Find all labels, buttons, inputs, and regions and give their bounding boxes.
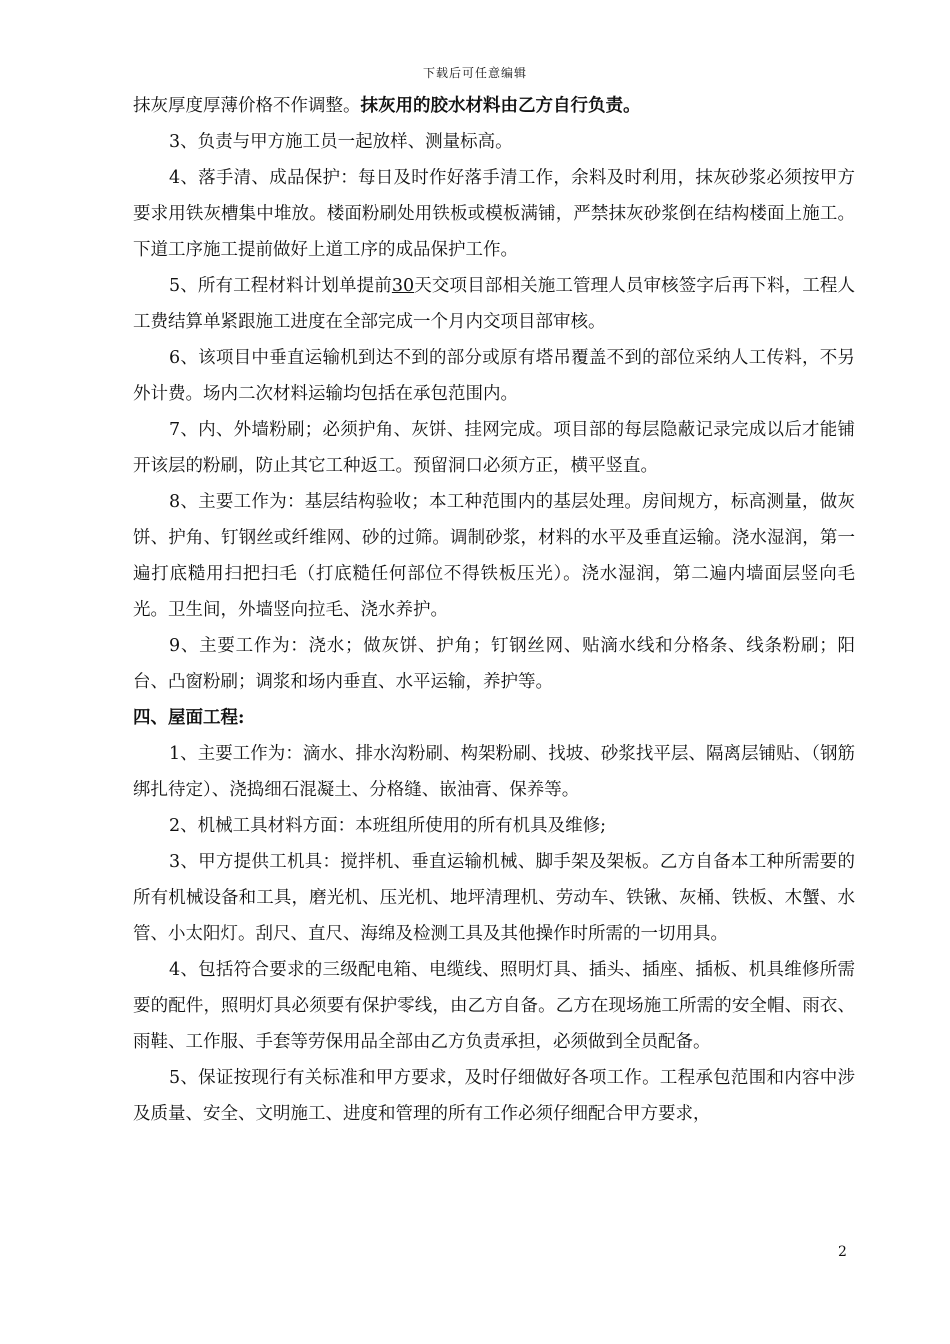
roof-item-1: 1、主要工作为：滴水、排水沟粉刷、构架粉刷、找坡、砂浆找平层、隔离层铺贴、（钢筋绑扎待定）、浇捣细石混凝土、分格缝、嵌油膏、保养等。 [133, 744, 855, 800]
roof-item-2: 2、机械工具材料方面：本班组所使用的所有机具及维修; [169, 816, 607, 836]
roof-item-3: 3、甲方提供工机具：搅拌机、垂直运输机械、脚手架及架板。乙方自备本工种所需要的所有机械设备和工具，磨光机、压光机、地坪清理机、劳动车、铁锹、灰桶、铁板、木蟹、水管、小太阳灯。刮尺、直尺、海绵及检测工具及其他操作时所需的一切用具。 [133, 852, 855, 944]
paragraph-item-9: 9、主要工作为：浇水；做灰饼、护角；钉钢丝网、贴滴水线和分格条、线条粉刷；阳台、凸窗粉刷；调浆和场内垂直、水平运输，养护等。 [133, 636, 855, 692]
roof-item-5: 5、保证按现行有关标准和甲方要求，及时仔细做好各项工作。工程承包范围和内容中涉及质量、安全、文明施工、进度和管理的所有工作必须仔细配合甲方要求， [133, 1068, 855, 1124]
paragraph-item-7: 7、内、外墙粉刷；必须护角、灰饼、挂网完成。项目部的每层隐蔽记录完成以后才能铺开该层的粉刷，防止其它工种返工。预留洞口必须方正，横平竖直。 [133, 420, 855, 476]
page-header: 下载后可任意编辑 [422, 66, 527, 80]
paragraph-item-6: 6、该项目中垂直运输机到达不到的部分或原有塔吊覆盖不到的部位采纳人工传料，不另外计费。场内二次材料运输均包括在承包范围内。 [133, 348, 855, 404]
paragraph-item-5 [133, 268, 855, 340]
paragraph-text: 抹灰厚度厚薄价格不作调整。 [133, 96, 361, 116]
document-body [133, 88, 855, 1132]
paragraph-item-3: 3、负责与甲方施工员一起放样、测量标高。 [169, 132, 513, 152]
paragraph-item-8: 8、主要工作为：基层结构验收；本工种范围内的基层处理。房间规方，标高测量，做灰饼、护角、钉钢丝或纤维网、砂的过筛。调制砂浆，材料的水平及垂直运输。浇水湿润，第一遍打底糙用扫把扫毛（打底糙任何部位不得铁板压光）。浇水湿润，第二遍内墙面层竖向毛光。卫生间，外墙竖向拉毛、浇水养护。 [133, 492, 855, 620]
page-number: 2 [838, 1244, 847, 1260]
bold-text: 抹灰用的胶水材料由乙方自行负责。 [360, 96, 641, 116]
paragraph-text: 5、所有工程材料计划单提前 [169, 276, 392, 296]
paragraph-item-4: 4、落手清、成品保护：每日及时作好落手清工作，余料及时利用，抹灰砂浆必须按甲方要求用铁灰槽集中堆放。楼面粉刷处用铁板或模板满铺，严禁抹灰砂浆倒在结构楼面上施工。下道工序施工提前做好上道工序的成品保护工作。 [133, 168, 855, 260]
roof-item-4: 4、包括符合要求的三级配电箱、电缆线、照明灯具、插头、插座、插板、机具维修所需要的配件，照明灯具必须要有保护零线，由乙方自备。乙方在现场施工所需的安全帽、雨衣、雨鞋、工作服、手套等劳保用品全部由乙方负责承担，必须做到全员配备。 [133, 960, 855, 1052]
underlined-days: 30 [391, 276, 415, 296]
section-heading-roof: 四、屋面工程: [133, 708, 245, 728]
paragraph-text: 天交项目部相关施工管理人员审核签字后再下料，工程人工费结算单紧跟施工进度在全部完成一个月内交项目部审核。 [133, 276, 855, 332]
paragraph-continuation [133, 88, 855, 124]
